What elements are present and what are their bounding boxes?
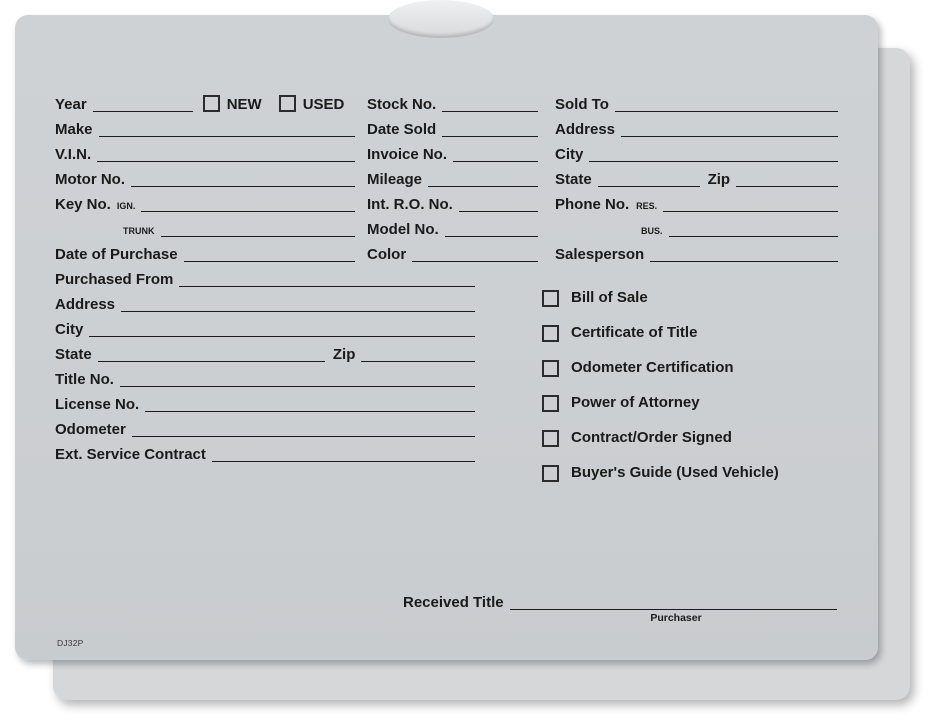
year-row — [55, 87, 355, 112]
make-row — [55, 112, 355, 137]
date-sold-row — [367, 112, 538, 137]
form-code: DJ32P — [57, 638, 84, 648]
certificate-of-title-row — [542, 316, 838, 351]
title-no-field-line[interactable] — [120, 386, 475, 387]
license-no-row — [55, 387, 475, 412]
year-field-line[interactable] — [93, 111, 193, 112]
seller-address-field-line[interactable] — [121, 311, 475, 312]
date-of-purchase-field-line[interactable] — [184, 261, 355, 262]
received-title-signature-line[interactable] — [510, 609, 837, 610]
motor-no-row — [55, 162, 355, 187]
seller-state-zip-row — [55, 337, 475, 362]
buyer-city-row — [555, 137, 838, 162]
power-of-attorney-row — [542, 386, 838, 421]
vin-label: V.I.N. — [55, 146, 92, 163]
key-ign-field-line[interactable] — [141, 211, 355, 212]
bill-of-sale-label: Bill of Sale — [571, 289, 648, 306]
year-label: Year — [55, 96, 87, 113]
new-checkbox[interactable] — [203, 95, 220, 112]
deal-jacket-envelope — [15, 15, 878, 660]
received-title-label: Received Title — [403, 594, 504, 611]
sold-to-row — [555, 87, 838, 112]
used-label: USED — [302, 96, 345, 113]
new-label: NEW — [226, 96, 262, 113]
salesperson-field-line[interactable] — [650, 261, 838, 262]
contract-order-signed-label: Contract/Order Signed — [571, 429, 732, 446]
contract-order-signed-row — [542, 421, 838, 456]
buyer-zip-field-line[interactable] — [736, 186, 838, 187]
used-checkbox[interactable] — [279, 95, 296, 112]
make-field-line[interactable] — [99, 136, 355, 137]
odometer-row — [55, 412, 475, 437]
date-sold-label: Date Sold — [367, 121, 437, 138]
key-trunk-field-line[interactable] — [161, 236, 356, 237]
certificate-of-title-label: Certificate of Title — [571, 324, 698, 341]
color-row — [367, 237, 538, 262]
buyers-guide-checkbox[interactable] — [542, 465, 559, 482]
date-sold-field-line[interactable] — [442, 136, 538, 137]
phone-no-label: Phone No. — [555, 196, 630, 213]
document-checklist — [542, 281, 838, 491]
buyer-state-zip-row — [555, 162, 838, 187]
phone-bus-row — [555, 212, 838, 237]
model-no-label: Model No. — [367, 221, 439, 238]
bill-of-sale-checkbox[interactable] — [542, 290, 559, 307]
power-of-attorney-label: Power of Attorney — [571, 394, 700, 411]
thumb-notch — [388, 0, 494, 38]
title-no-row — [55, 362, 475, 387]
odometer-label: Odometer — [55, 421, 126, 438]
buyer-state-field-line[interactable] — [598, 186, 700, 187]
stock-column — [367, 87, 538, 262]
buyer-city-field-line[interactable] — [589, 161, 838, 162]
power-of-attorney-checkbox[interactable] — [542, 395, 559, 412]
seller-zip-label: Zip — [332, 346, 356, 363]
int-ro-no-field-line[interactable] — [459, 211, 538, 212]
salesperson-row — [555, 237, 838, 262]
ext-service-contract-row — [55, 437, 475, 462]
buyer-zip-label: Zip — [707, 171, 731, 188]
odometer-field-line[interactable] — [132, 436, 475, 437]
motor-no-label: Motor No. — [55, 171, 125, 188]
license-no-field-line[interactable] — [145, 411, 475, 412]
phone-bus-field-line[interactable] — [669, 236, 838, 237]
seller-city-label: City — [55, 321, 84, 338]
title-no-label: Title No. — [55, 371, 114, 388]
seller-city-field-line[interactable] — [89, 336, 475, 337]
invoice-no-row — [367, 137, 538, 162]
phone-res-row — [555, 187, 838, 212]
stock-no-row — [367, 87, 538, 112]
seller-state-field-line[interactable] — [98, 361, 325, 362]
ext-service-contract-field-line[interactable] — [212, 461, 475, 462]
salesperson-label: Salesperson — [555, 246, 645, 263]
vin-row — [55, 137, 355, 162]
color-field-line[interactable] — [412, 261, 538, 262]
purchased-from-row — [55, 262, 475, 287]
sold-to-label: Sold To — [555, 96, 609, 113]
purchaser-caption: Purchaser — [650, 612, 702, 624]
buyers-guide-row — [542, 456, 838, 491]
trunk-label: TRUNK — [123, 226, 155, 236]
key-no-label: Key No. — [55, 196, 111, 213]
date-of-purchase-label: Date of Purchase — [55, 246, 178, 263]
phone-res-field-line[interactable] — [663, 211, 838, 212]
bus-label: BUS. — [641, 226, 663, 236]
certificate-of-title-checkbox[interactable] — [542, 325, 559, 342]
int-ro-no-label: Int. R.O. No. — [367, 196, 453, 213]
buyer-address-row — [555, 112, 838, 137]
res-label: RES. — [636, 201, 658, 211]
received-title-row — [403, 585, 837, 610]
license-no-label: License No. — [55, 396, 140, 413]
odometer-certification-row — [542, 351, 838, 386]
date-of-purchase-row — [55, 237, 355, 262]
seller-zip-field-line[interactable] — [361, 361, 475, 362]
buyer-address-label: Address — [555, 121, 616, 138]
buyer-address-field-line[interactable] — [621, 136, 838, 137]
mileage-label: Mileage — [367, 171, 423, 188]
stock-no-label: Stock No. — [367, 96, 437, 113]
model-no-row — [367, 212, 538, 237]
bill-of-sale-row — [542, 281, 838, 316]
model-no-field-line[interactable] — [445, 236, 538, 237]
key-no-trunk-row — [55, 212, 355, 237]
odometer-certification-label: Odometer Certification — [571, 359, 734, 376]
seller-address-row — [55, 287, 475, 312]
purchased-from-label: Purchased From — [55, 271, 174, 288]
vin-field-line[interactable] — [97, 161, 355, 162]
motor-no-field-line[interactable] — [131, 186, 355, 187]
mileage-field-line[interactable] — [428, 186, 538, 187]
sold-to-field-line[interactable] — [615, 111, 838, 112]
int-ro-no-row — [367, 187, 538, 212]
mileage-row — [367, 162, 538, 187]
stock-no-field-line[interactable] — [442, 111, 538, 112]
odometer-certification-checkbox[interactable] — [542, 360, 559, 377]
buyer-city-label: City — [555, 146, 584, 163]
seller-address-label: Address — [55, 296, 116, 313]
make-label: Make — [55, 121, 93, 138]
ext-service-contract-label: Ext. Service Contract — [55, 446, 206, 463]
seller-city-row — [55, 312, 475, 337]
key-no-ign-row — [55, 187, 355, 212]
buyer-column — [555, 87, 838, 262]
color-label: Color — [367, 246, 407, 263]
buyers-guide-label: Buyer's Guide (Used Vehicle) — [571, 464, 779, 481]
purchased-from-field-line[interactable] — [179, 286, 475, 287]
invoice-no-field-line[interactable] — [453, 161, 538, 162]
invoice-no-label: Invoice No. — [367, 146, 448, 163]
ign-label: IGN. — [116, 201, 136, 211]
seller-state-label: State — [55, 346, 92, 363]
contract-order-signed-checkbox[interactable] — [542, 430, 559, 447]
buyer-state-label: State — [555, 171, 592, 188]
